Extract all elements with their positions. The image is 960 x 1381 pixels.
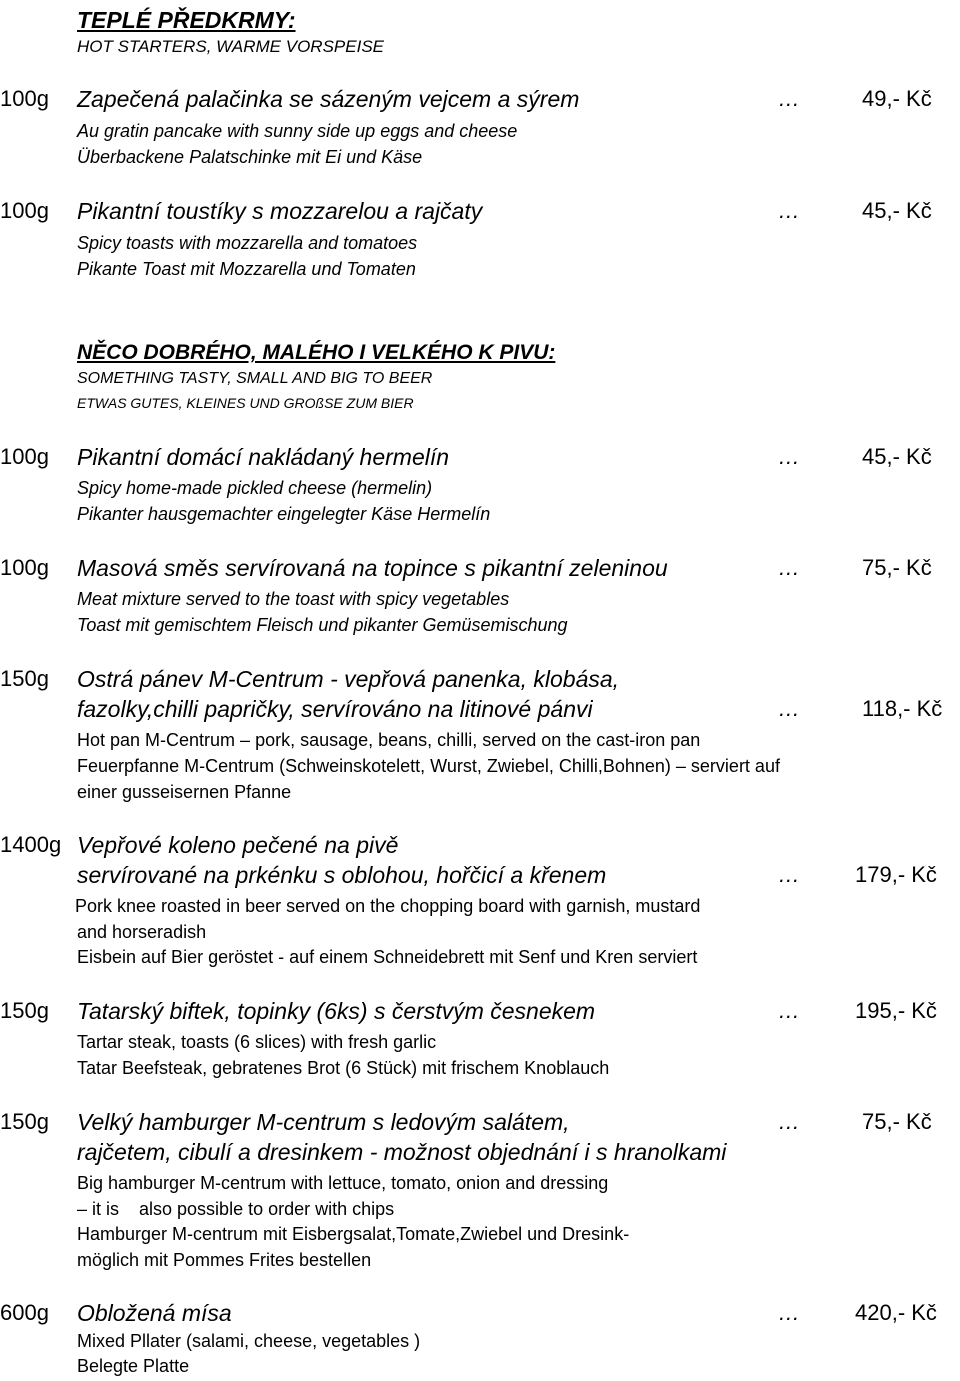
item-name-en: Pork knee roasted in beer served on the chopping board with garnish, mustard: [75, 896, 701, 916]
item-price: 45,- Kč: [862, 198, 932, 223]
item-weight: 100g: [0, 555, 49, 580]
price-dots: …: [778, 555, 800, 580]
price-dots: …: [778, 998, 800, 1023]
item-weight: 1400g: [0, 832, 62, 857]
item-price: 45,- Kč: [862, 444, 932, 469]
item-name-de: Pikanter hausgemachter eingelegter Käse Hermelín: [77, 504, 491, 524]
item-name-de: Pikante Toast mit Mozzarella und Tomaten: [77, 259, 416, 279]
item-name-cz: Vepřové koleno pečené na pivě: [77, 832, 399, 858]
item-price: 118,- Kč: [862, 696, 943, 721]
item-name-cz: Ostrá pánev M-Centrum - vepřová panenka, klobása,: [77, 666, 620, 692]
section-title-hot-starters: TEPLÉ PŘEDKRMY:: [77, 7, 296, 33]
item-price: 75,- Kč: [862, 555, 932, 580]
item-name-cz-line2: rajčetem, cibulí a dresinkem - možnost objednání i s hranolkami: [77, 1139, 727, 1165]
item-name-en: Au gratin pancake with sunny side up eggs and cheese: [77, 121, 518, 141]
item-name-de: Eisbein auf Bier geröstet - auf einem Schneidebrett mit Senf und Kren serviert: [77, 947, 698, 967]
item-name-cz-line2: servírované na prkénku s oblohou, hořčicí a křenem: [77, 862, 607, 888]
section-subtitle-beer-snacks-en: SOMETHING TASTY, SMALL AND BIG TO BEER: [77, 370, 433, 387]
item-name-en: Big hamburger M-centrum with lettuce, tomato, onion and dressing: [77, 1173, 609, 1193]
item-name-en-line2: – it is also possible to order with chips: [77, 1199, 395, 1219]
price-dots: …: [778, 862, 800, 887]
price-dots: …: [778, 696, 800, 721]
item-name-en: Tartar steak, toasts (6 slices) with fresh garlic: [77, 1032, 437, 1052]
section-subtitle-beer-snacks-de: ETWAS GUTES, KLEINES UND GROßSE ZUM BIER: [77, 395, 414, 411]
item-name-de: Tatar Beefsteak, gebratenes Brot (6 Stück) mit frischem Knoblauch: [77, 1058, 610, 1078]
item-weight: 100g: [0, 86, 49, 111]
price-dots: …: [778, 86, 800, 111]
item-weight: 600g: [0, 1300, 49, 1325]
section-title-beer-snacks: NĚCO DOBRÉHO, MALÉHO I VELKÉHO K PIVU:: [77, 341, 556, 364]
item-weight: 150g: [0, 998, 49, 1023]
item-name-de: Feuerpfanne M-Centrum (Schweinskotelett, Wurst, Zwiebel, Chilli,Bohnen) – serviert auf: [77, 756, 780, 776]
item-weight: 150g: [0, 666, 49, 691]
item-price: 75,- Kč: [862, 1109, 932, 1134]
item-name-cz: Pikantní domácí nakládaný hermelín: [77, 444, 450, 470]
item-name-de: Hamburger M-centrum mit Eisbergsalat,Tomate,Zwiebel und Dresink-: [77, 1224, 630, 1244]
item-price: 420,- Kč: [855, 1300, 937, 1325]
item-weight: 100g: [0, 444, 49, 469]
item-weight: 100g: [0, 198, 49, 223]
item-name-de-line2: möglich mit Pommes Frites bestellen: [77, 1250, 372, 1270]
item-name-de: Toast mit gemischtem Fleisch und pikanter Gemüsemischung: [77, 615, 568, 635]
price-dots: …: [778, 1109, 800, 1134]
item-name-cz: Velký hamburger M-centrum s ledovým salátem,: [77, 1109, 570, 1135]
item-name-en: Mixed Pllater (salami, cheese, vegetables ): [77, 1331, 421, 1351]
price-dots: …: [778, 198, 800, 223]
item-price: 49,- Kč: [862, 86, 932, 111]
item-price: 179,- Kč: [855, 862, 937, 887]
item-name-en: Spicy home-made pickled cheese (hermelin): [77, 478, 433, 498]
item-name-en-line2: and horseradish: [77, 922, 207, 942]
section-subtitle-hot-starters: HOT STARTERS, WARME VORSPEISE: [77, 37, 384, 56]
item-name-de: Überbackene Palatschinke mit Ei und Käse: [77, 147, 423, 167]
price-dots: …: [778, 1300, 800, 1325]
item-name-cz: Pikantní toustíky s mozzarelou a rajčaty: [77, 198, 483, 224]
item-name-cz: Zapečená palačinka se sázeným vejcem a sýrem: [77, 86, 580, 112]
item-name-de-line2: einer gusseisernen Pfanne: [77, 782, 292, 802]
price-dots: …: [778, 444, 800, 469]
item-weight: 150g: [0, 1109, 49, 1134]
item-price: 195,- Kč: [855, 998, 937, 1023]
item-name-cz: Masová směs servírovaná na topince s pikantní zeleninou: [77, 555, 668, 581]
item-name-cz-line2: fazolky,chilli papričky, servírováno na litinové pánvi: [77, 696, 593, 722]
item-name-en: Spicy toasts with mozzarella and tomatoes: [77, 233, 418, 253]
item-name-en: Hot pan M-Centrum – pork, sausage, beans, chilli, served on the cast-iron pan: [77, 730, 701, 750]
item-name-en: Meat mixture served to the toast with spicy vegetables: [77, 589, 510, 609]
item-name-cz: Tatarský biftek, topinky (6ks) s čerstvým česnekem: [77, 998, 596, 1024]
item-name-cz: Obložená mísa: [77, 1300, 232, 1326]
item-name-de: Belegte Platte: [77, 1356, 190, 1376]
